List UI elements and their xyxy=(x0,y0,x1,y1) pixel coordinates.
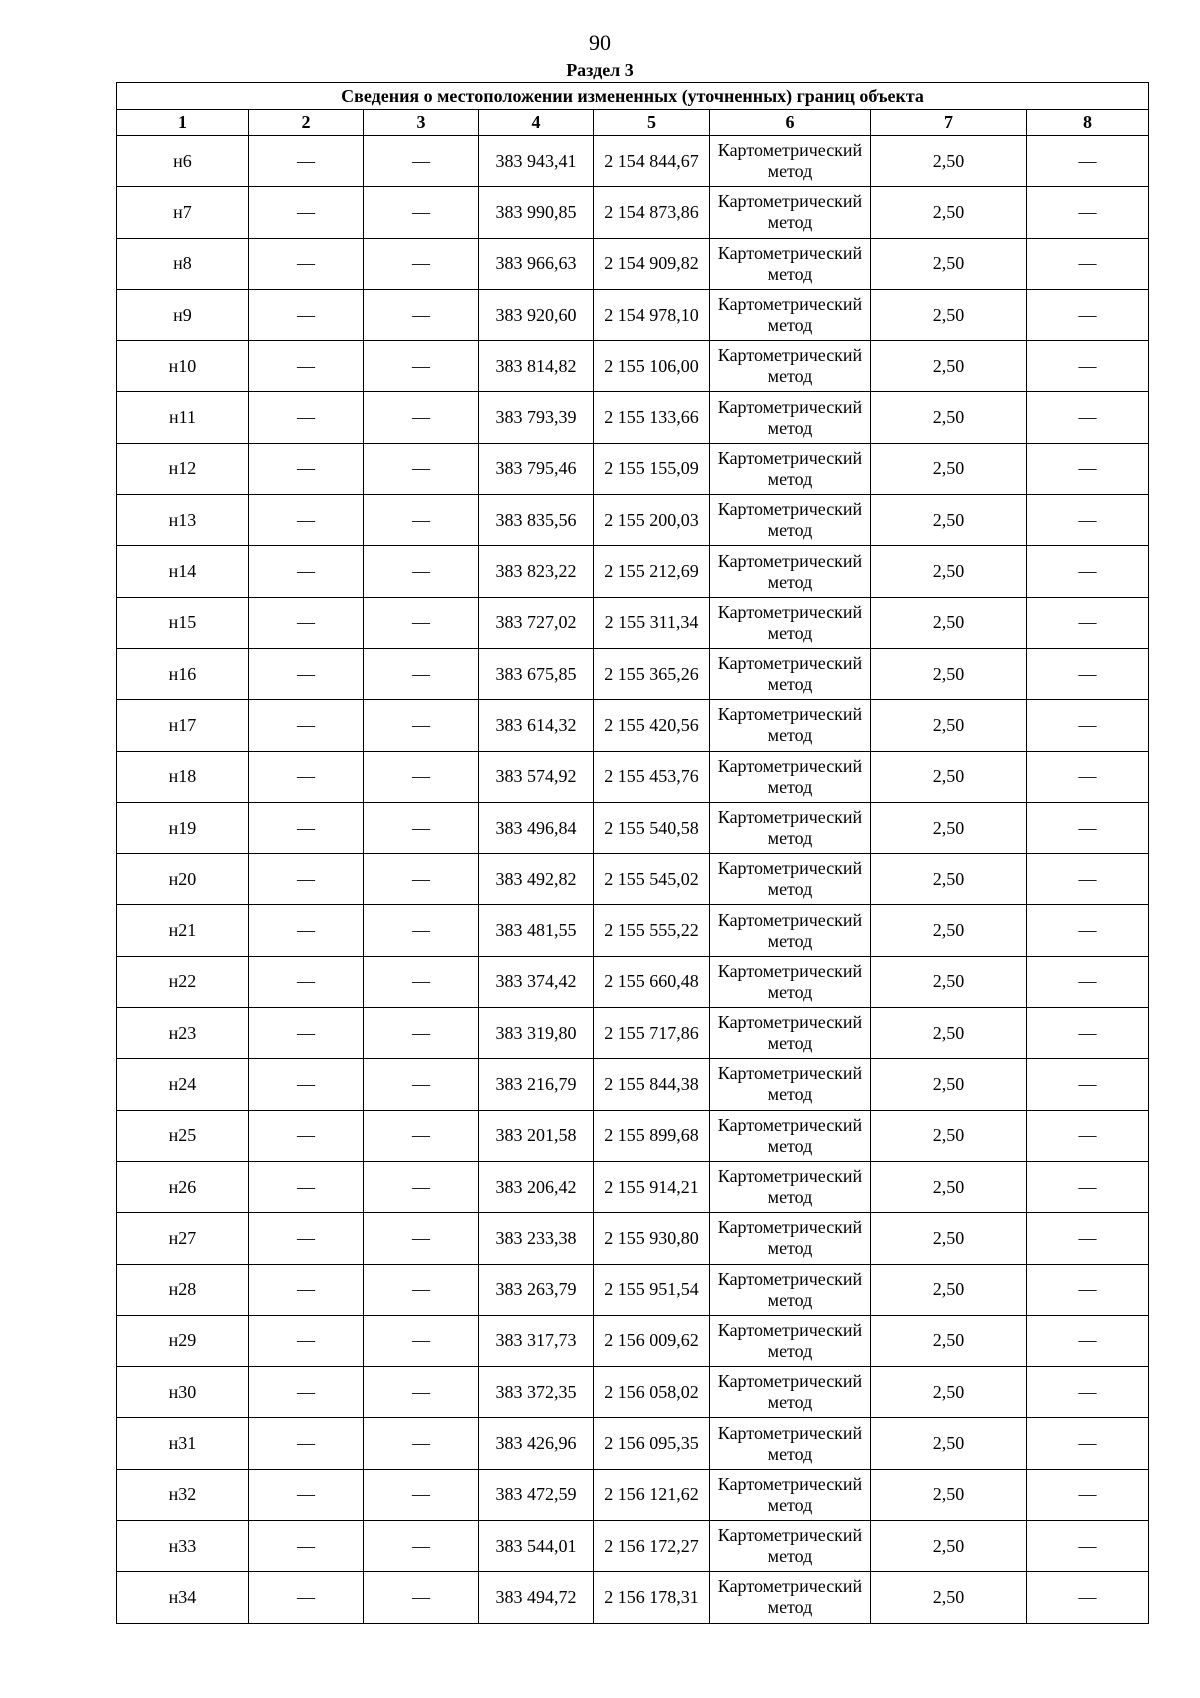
y-coordinate-cell: 2 155 545,02 xyxy=(594,854,710,905)
y-coordinate-cell: 2 155 155,09 xyxy=(594,443,710,494)
accuracy-cell: 2,50 xyxy=(871,1521,1027,1572)
method-cell: Картометрический метод xyxy=(710,1572,871,1623)
col2-cell: — xyxy=(249,854,364,905)
col3-cell: — xyxy=(364,443,479,494)
x-coordinate-cell: 383 216,79 xyxy=(479,1059,594,1110)
y-coordinate-cell: 2 155 914,21 xyxy=(594,1161,710,1212)
col8-cell: — xyxy=(1027,495,1149,546)
y-coordinate-cell: 2 155 200,03 xyxy=(594,495,710,546)
point-label-cell: н24 xyxy=(117,1059,249,1110)
col2-cell: — xyxy=(249,597,364,648)
point-label-cell: н10 xyxy=(117,341,249,392)
col8-cell: — xyxy=(1027,1161,1149,1212)
col8-cell: — xyxy=(1027,187,1149,238)
method-cell: Картометрический метод xyxy=(710,1110,871,1161)
col8-cell: — xyxy=(1027,136,1149,187)
point-label-cell: н32 xyxy=(117,1469,249,1520)
accuracy-cell: 2,50 xyxy=(871,546,1027,597)
col8-cell: — xyxy=(1027,956,1149,1007)
col3-cell: — xyxy=(364,1469,479,1520)
column-number: 3 xyxy=(364,110,479,136)
method-cell: Картометрический метод xyxy=(710,1264,871,1315)
x-coordinate-cell: 383 319,80 xyxy=(479,1008,594,1059)
accuracy-cell: 2,50 xyxy=(871,1418,1027,1469)
x-coordinate-cell: 383 374,42 xyxy=(479,956,594,1007)
col3-cell: — xyxy=(364,1367,479,1418)
point-label-cell: н22 xyxy=(117,956,249,1007)
col3-cell: — xyxy=(364,495,479,546)
method-cell: Картометрический метод xyxy=(710,905,871,956)
x-coordinate-cell: 383 426,96 xyxy=(479,1418,594,1469)
col2-cell: — xyxy=(249,187,364,238)
point-label-cell: н13 xyxy=(117,495,249,546)
method-cell: Картометрический метод xyxy=(710,341,871,392)
point-label-cell: н26 xyxy=(117,1161,249,1212)
y-coordinate-cell: 2 154 909,82 xyxy=(594,238,710,289)
point-label-cell: н11 xyxy=(117,392,249,443)
col2-cell: — xyxy=(249,648,364,699)
point-label-cell: н16 xyxy=(117,648,249,699)
accuracy-cell: 2,50 xyxy=(871,1110,1027,1161)
method-cell: Картометрический метод xyxy=(710,1521,871,1572)
table-row xyxy=(117,238,1149,289)
accuracy-cell: 2,50 xyxy=(871,1572,1027,1623)
y-coordinate-cell: 2 155 660,48 xyxy=(594,956,710,1007)
section-title: Раздел 3 xyxy=(566,60,634,80)
column-number: 1 xyxy=(117,110,249,136)
col2-cell: — xyxy=(249,1469,364,1520)
col2-cell: — xyxy=(249,956,364,1007)
point-label-cell: н25 xyxy=(117,1110,249,1161)
method-cell: Картометрический метод xyxy=(710,187,871,238)
col2-cell: — xyxy=(249,700,364,751)
col3-cell: — xyxy=(364,187,479,238)
point-label-cell: н7 xyxy=(117,187,249,238)
accuracy-cell: 2,50 xyxy=(871,1264,1027,1315)
accuracy-cell: 2,50 xyxy=(871,1469,1027,1520)
point-label-cell: н18 xyxy=(117,751,249,802)
accuracy-cell: 2,50 xyxy=(871,1161,1027,1212)
accuracy-cell: 2,50 xyxy=(871,854,1027,905)
table-row xyxy=(117,854,1149,905)
point-label-cell: н28 xyxy=(117,1264,249,1315)
col3-cell: — xyxy=(364,1008,479,1059)
col2-cell: — xyxy=(249,136,364,187)
x-coordinate-cell: 383 920,60 xyxy=(479,289,594,340)
col2-cell: — xyxy=(249,751,364,802)
accuracy-cell: 2,50 xyxy=(871,1059,1027,1110)
col2-cell: — xyxy=(249,905,364,956)
column-number-row xyxy=(117,110,1149,136)
col2-cell: — xyxy=(249,802,364,853)
point-label-cell: н15 xyxy=(117,597,249,648)
col8-cell: — xyxy=(1027,700,1149,751)
table-row xyxy=(117,648,1149,699)
method-cell: Картометрический метод xyxy=(710,443,871,494)
col2-cell: — xyxy=(249,1008,364,1059)
col3-cell: — xyxy=(364,1213,479,1264)
col3-cell: — xyxy=(364,341,479,392)
y-coordinate-cell: 2 154 978,10 xyxy=(594,289,710,340)
table-row xyxy=(117,1059,1149,1110)
col8-cell: — xyxy=(1027,1469,1149,1520)
y-coordinate-cell: 2 156 172,27 xyxy=(594,1521,710,1572)
x-coordinate-cell: 383 823,22 xyxy=(479,546,594,597)
y-coordinate-cell: 2 155 106,00 xyxy=(594,341,710,392)
col8-cell: — xyxy=(1027,905,1149,956)
table-row xyxy=(117,905,1149,956)
col2-cell: — xyxy=(249,1572,364,1623)
table-row xyxy=(117,1161,1149,1212)
col3-cell: — xyxy=(364,1315,479,1366)
col8-cell: — xyxy=(1027,1264,1149,1315)
col3-cell: — xyxy=(364,1161,479,1212)
point-label-cell: н23 xyxy=(117,1008,249,1059)
col3-cell: — xyxy=(364,597,479,648)
table-row xyxy=(117,700,1149,751)
x-coordinate-cell: 383 943,41 xyxy=(479,136,594,187)
column-number: 5 xyxy=(594,110,710,136)
accuracy-cell: 2,50 xyxy=(871,1367,1027,1418)
y-coordinate-cell: 2 156 178,31 xyxy=(594,1572,710,1623)
x-coordinate-cell: 383 966,63 xyxy=(479,238,594,289)
col2-cell: — xyxy=(249,392,364,443)
point-label-cell: н17 xyxy=(117,700,249,751)
col3-cell: — xyxy=(364,392,479,443)
method-cell: Картометрический метод xyxy=(710,854,871,905)
method-cell: Картометрический метод xyxy=(710,751,871,802)
table-row xyxy=(117,546,1149,597)
col3-cell: — xyxy=(364,854,479,905)
method-cell: Картометрический метод xyxy=(710,1161,871,1212)
col3-cell: — xyxy=(364,648,479,699)
point-label-cell: н31 xyxy=(117,1418,249,1469)
method-cell: Картометрический метод xyxy=(710,495,871,546)
col8-cell: — xyxy=(1027,1110,1149,1161)
method-cell: Картометрический метод xyxy=(710,392,871,443)
accuracy-cell: 2,50 xyxy=(871,495,1027,546)
col8-cell: — xyxy=(1027,1367,1149,1418)
col3-cell: — xyxy=(364,546,479,597)
x-coordinate-cell: 383 835,56 xyxy=(479,495,594,546)
column-number: 8 xyxy=(1027,110,1149,136)
col8-cell: — xyxy=(1027,443,1149,494)
point-label-cell: н8 xyxy=(117,238,249,289)
point-label-cell: н34 xyxy=(117,1572,249,1623)
table-row xyxy=(117,1213,1149,1264)
method-cell: Картометрический метод xyxy=(710,136,871,187)
x-coordinate-cell: 383 206,42 xyxy=(479,1161,594,1212)
table-row xyxy=(117,443,1149,494)
table-row xyxy=(117,1315,1149,1366)
x-coordinate-cell: 383 795,46 xyxy=(479,443,594,494)
accuracy-cell: 2,50 xyxy=(871,648,1027,699)
column-number: 2 xyxy=(249,110,364,136)
col8-cell: — xyxy=(1027,1008,1149,1059)
col2-cell: — xyxy=(249,1059,364,1110)
point-label-cell: н19 xyxy=(117,802,249,853)
table-row xyxy=(117,1572,1149,1623)
col2-cell: — xyxy=(249,546,364,597)
accuracy-cell: 2,50 xyxy=(871,751,1027,802)
point-label-cell: н21 xyxy=(117,905,249,956)
accuracy-cell: 2,50 xyxy=(871,187,1027,238)
y-coordinate-cell: 2 155 555,22 xyxy=(594,905,710,956)
x-coordinate-cell: 383 481,55 xyxy=(479,905,594,956)
accuracy-cell: 2,50 xyxy=(871,1008,1027,1059)
col2-cell: — xyxy=(249,289,364,340)
table-row xyxy=(117,392,1149,443)
method-cell: Картометрический метод xyxy=(710,546,871,597)
col2-cell: — xyxy=(249,1161,364,1212)
col8-cell: — xyxy=(1027,648,1149,699)
table-row xyxy=(117,751,1149,802)
col3-cell: — xyxy=(364,956,479,1007)
col3-cell: — xyxy=(364,1110,479,1161)
accuracy-cell: 2,50 xyxy=(871,238,1027,289)
table-row xyxy=(117,1264,1149,1315)
y-coordinate-cell: 2 155 951,54 xyxy=(594,1264,710,1315)
table-row xyxy=(117,1110,1149,1161)
table-row xyxy=(117,1469,1149,1520)
x-coordinate-cell: 383 814,82 xyxy=(479,341,594,392)
y-coordinate-cell: 2 156 058,02 xyxy=(594,1367,710,1418)
method-cell: Картометрический метод xyxy=(710,238,871,289)
y-coordinate-cell: 2 155 133,66 xyxy=(594,392,710,443)
method-cell: Картометрический метод xyxy=(710,648,871,699)
col8-cell: — xyxy=(1027,1572,1149,1623)
x-coordinate-cell: 383 574,92 xyxy=(479,751,594,802)
point-label-cell: н14 xyxy=(117,546,249,597)
y-coordinate-cell: 2 155 930,80 xyxy=(594,1213,710,1264)
col8-cell: — xyxy=(1027,1213,1149,1264)
method-cell: Картометрический метод xyxy=(710,289,871,340)
table-row xyxy=(117,341,1149,392)
y-coordinate-cell: 2 155 540,58 xyxy=(594,802,710,853)
y-coordinate-cell: 2 156 009,62 xyxy=(594,1315,710,1366)
col8-cell: — xyxy=(1027,238,1149,289)
method-cell: Картометрический метод xyxy=(710,1059,871,1110)
point-label-cell: н30 xyxy=(117,1367,249,1418)
point-label-cell: н29 xyxy=(117,1315,249,1366)
method-cell: Картометрический метод xyxy=(710,802,871,853)
method-cell: Картометрический метод xyxy=(710,1008,871,1059)
accuracy-cell: 2,50 xyxy=(871,597,1027,648)
col2-cell: — xyxy=(249,341,364,392)
y-coordinate-cell: 2 155 899,68 xyxy=(594,1110,710,1161)
col3-cell: — xyxy=(364,238,479,289)
accuracy-cell: 2,50 xyxy=(871,136,1027,187)
col2-cell: — xyxy=(249,1315,364,1366)
method-cell: Картометрический метод xyxy=(710,700,871,751)
col2-cell: — xyxy=(249,1264,364,1315)
x-coordinate-cell: 383 201,58 xyxy=(479,1110,594,1161)
table-row xyxy=(117,136,1149,187)
x-coordinate-cell: 383 472,59 xyxy=(479,1469,594,1520)
y-coordinate-cell: 2 155 212,69 xyxy=(594,546,710,597)
table-row xyxy=(117,1418,1149,1469)
accuracy-cell: 2,50 xyxy=(871,802,1027,853)
col8-cell: — xyxy=(1027,341,1149,392)
col3-cell: — xyxy=(364,289,479,340)
y-coordinate-cell: 2 156 121,62 xyxy=(594,1469,710,1520)
col8-cell: — xyxy=(1027,1418,1149,1469)
method-cell: Картометрический метод xyxy=(710,1418,871,1469)
page-number: 90 xyxy=(589,30,611,55)
accuracy-cell: 2,50 xyxy=(871,392,1027,443)
col3-cell: — xyxy=(364,1521,479,1572)
x-coordinate-cell: 383 727,02 xyxy=(479,597,594,648)
accuracy-cell: 2,50 xyxy=(871,443,1027,494)
x-coordinate-cell: 383 496,84 xyxy=(479,802,594,853)
accuracy-cell: 2,50 xyxy=(871,1315,1027,1366)
table-row xyxy=(117,597,1149,648)
col2-cell: — xyxy=(249,1521,364,1572)
column-number: 7 xyxy=(871,110,1027,136)
x-coordinate-cell: 383 492,82 xyxy=(479,854,594,905)
method-cell: Картометрический метод xyxy=(710,597,871,648)
x-coordinate-cell: 383 372,35 xyxy=(479,1367,594,1418)
table-row xyxy=(117,1367,1149,1418)
point-label-cell: н6 xyxy=(117,136,249,187)
x-coordinate-cell: 383 990,85 xyxy=(479,187,594,238)
accuracy-cell: 2,50 xyxy=(871,289,1027,340)
x-coordinate-cell: 383 263,79 xyxy=(479,1264,594,1315)
method-cell: Картометрический метод xyxy=(710,1367,871,1418)
col2-cell: — xyxy=(249,1213,364,1264)
col8-cell: — xyxy=(1027,392,1149,443)
table-body xyxy=(117,136,1149,1624)
table-row xyxy=(117,289,1149,340)
col2-cell: — xyxy=(249,1367,364,1418)
point-label-cell: н9 xyxy=(117,289,249,340)
x-coordinate-cell: 383 793,39 xyxy=(479,392,594,443)
point-label-cell: н12 xyxy=(117,443,249,494)
col3-cell: — xyxy=(364,1418,479,1469)
method-cell: Картометрический метод xyxy=(710,1469,871,1520)
y-coordinate-cell: 2 155 420,56 xyxy=(594,700,710,751)
table-row xyxy=(117,187,1149,238)
col3-cell: — xyxy=(364,700,479,751)
x-coordinate-cell: 383 317,73 xyxy=(479,1315,594,1366)
y-coordinate-cell: 2 154 844,67 xyxy=(594,136,710,187)
col8-cell: — xyxy=(1027,1521,1149,1572)
method-cell: Картометрический метод xyxy=(710,1315,871,1366)
col8-cell: — xyxy=(1027,1315,1149,1366)
col8-cell: — xyxy=(1027,751,1149,802)
x-coordinate-cell: 383 233,38 xyxy=(479,1213,594,1264)
table-row xyxy=(117,802,1149,853)
point-label-cell: н20 xyxy=(117,854,249,905)
accuracy-cell: 2,50 xyxy=(871,341,1027,392)
col8-cell: — xyxy=(1027,802,1149,853)
col3-cell: — xyxy=(364,802,479,853)
col8-cell: — xyxy=(1027,289,1149,340)
col3-cell: — xyxy=(364,751,479,802)
col2-cell: — xyxy=(249,238,364,289)
col2-cell: — xyxy=(249,443,364,494)
method-cell: Картометрический метод xyxy=(710,1213,871,1264)
x-coordinate-cell: 383 544,01 xyxy=(479,1521,594,1572)
x-coordinate-cell: 383 494,72 xyxy=(479,1572,594,1623)
y-coordinate-cell: 2 155 717,86 xyxy=(594,1008,710,1059)
table-row xyxy=(117,1008,1149,1059)
col8-cell: — xyxy=(1027,597,1149,648)
column-number: 4 xyxy=(479,110,594,136)
col3-cell: — xyxy=(364,905,479,956)
y-coordinate-cell: 2 155 844,38 xyxy=(594,1059,710,1110)
method-cell: Картометрический метод xyxy=(710,956,871,1007)
col8-cell: — xyxy=(1027,854,1149,905)
col3-cell: — xyxy=(364,1264,479,1315)
table-row xyxy=(117,956,1149,1007)
point-label-cell: н33 xyxy=(117,1521,249,1572)
accuracy-cell: 2,50 xyxy=(871,905,1027,956)
accuracy-cell: 2,50 xyxy=(871,700,1027,751)
accuracy-cell: 2,50 xyxy=(871,1213,1027,1264)
col2-cell: — xyxy=(249,1110,364,1161)
x-coordinate-cell: 383 614,32 xyxy=(479,700,594,751)
x-coordinate-cell: 383 675,85 xyxy=(479,648,594,699)
col3-cell: — xyxy=(364,1059,479,1110)
table-caption: Сведения о местоположении измененных (уточненных) границ объекта xyxy=(117,83,1149,110)
y-coordinate-cell: 2 155 311,34 xyxy=(594,597,710,648)
col3-cell: — xyxy=(364,136,479,187)
table-row xyxy=(117,495,1149,546)
col3-cell: — xyxy=(364,1572,479,1623)
col2-cell: — xyxy=(249,1418,364,1469)
column-number: 6 xyxy=(710,110,871,136)
y-coordinate-cell: 2 154 873,86 xyxy=(594,187,710,238)
col8-cell: — xyxy=(1027,1059,1149,1110)
boundary-coordinates-table xyxy=(116,82,1149,1624)
table-row xyxy=(117,1521,1149,1572)
col2-cell: — xyxy=(249,495,364,546)
col8-cell: — xyxy=(1027,546,1149,597)
y-coordinate-cell: 2 156 095,35 xyxy=(594,1418,710,1469)
point-label-cell: н27 xyxy=(117,1213,249,1264)
y-coordinate-cell: 2 155 453,76 xyxy=(594,751,710,802)
accuracy-cell: 2,50 xyxy=(871,956,1027,1007)
y-coordinate-cell: 2 155 365,26 xyxy=(594,648,710,699)
